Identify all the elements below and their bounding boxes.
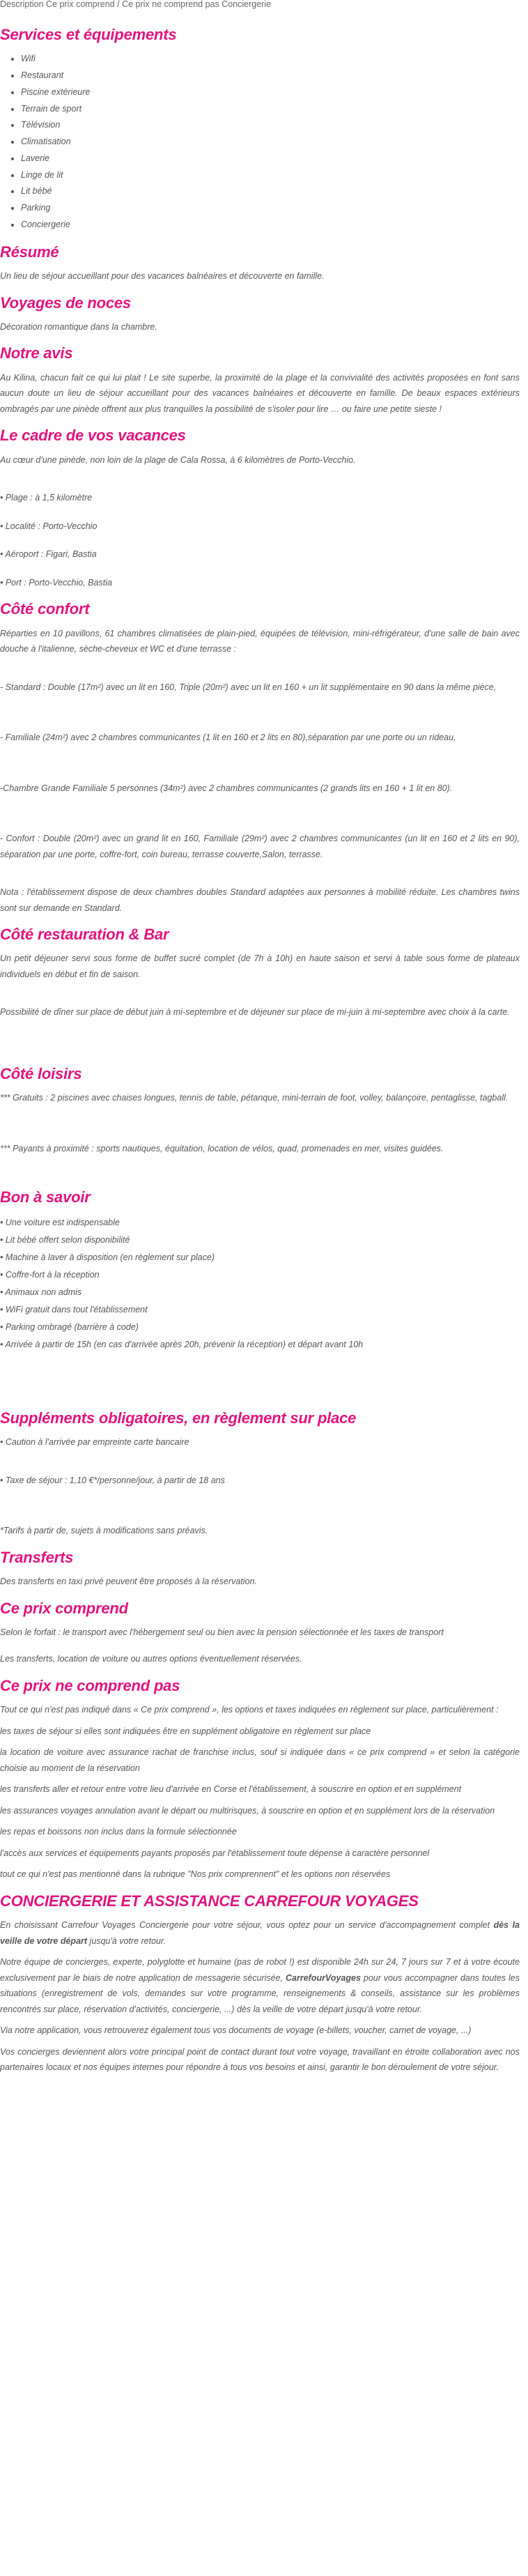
supplements-note: *Tarifs à partir de, sujets à modifications sans préavis. (0, 1526, 208, 1536)
savoir-title: Bon à savoir (0, 1188, 91, 1206)
cadre-item: • Aéroport : Figari, Bastia (0, 549, 97, 560)
loisirs-title: Côté loisirs (0, 1064, 82, 1082)
loisirs-payants: *** Payants à proximité : sports nautiques, équitation, location de vélos, quad, promenades en mer, visites guidées. (0, 1143, 444, 1153)
list-item: • Parking ombragé (barrière à code) (0, 1321, 139, 1332)
necomprend-item: tout ce qui n'est pas mentionné dans la rubrique "Nos prix comprennent" et les options non réservées (0, 1869, 391, 1880)
list-item: • Terrain de sport (21, 101, 520, 118)
resto-text-1: Un petit déjeuner servi sous forme de buffet sucré complet (de 7h à 10h) en haute saison et servi à table sous forme de plateaux individuels en début et fin de saison. (0, 953, 520, 979)
necomprend-item: la location de voiture avec assurance rachat de franchise inclus, souf si indiquée dans « ce prix comprend » et selon la catégorie choisie au moment de la réservation (0, 1747, 520, 1773)
avis-title: Notre avis (0, 344, 73, 362)
conciergerie-text-2: Notre équipe de concierges, experte, polyglotte et humaine (pas de robot !) est disponible 24h sur 24, 7 jours sur 7 et à votre écoute exclusivement par le biais de notre application de messagerie sécurisée, CarrefourVoyages pour vous accompagner dans toutes les situations (enregistrement de vols, demandes sur votre programme, renseignements & conseils, assistance sur les problèmes rencontrés sur place, réservation d'activités, conciergerie, ...) dès la veille de votre départ jusqu'à votre retour. (0, 1957, 520, 2014)
list-item: • Télévision (21, 117, 520, 134)
necomprend-item: les taxes de séjour si elles sont indiquées être en supplément obligatoire en règlement sur place (0, 1726, 371, 1736)
transferts-title: Transferts (0, 1548, 74, 1566)
list-item: • Wifi (21, 51, 520, 68)
list-item: • Restaurant (21, 68, 520, 84)
resume-title: Résumé (0, 243, 59, 261)
confort-nota: Nota : l'établissement dispose de deux chambres doubles Standard adaptées aux personnes à mobilité réduite. Les chambres twins sont sur demande en Standard. (0, 887, 520, 913)
supplements-taxe: • Taxe de séjour : 1,10 €*/personne/jour, à partir de 18 ans (0, 1475, 225, 1485)
necomprend-item: les repas et boissons non inclus dans la formule sélectionnée (0, 1827, 237, 1837)
confort-standard: - Standard : Double (17m²) avec un lit en 160, Triple (20m²) avec un lit en 160 + un lit supplémentaire en 90 dans la même pièce, (0, 682, 497, 692)
cadre-item: • Port : Porto-Vecchio, Bastia (0, 577, 112, 588)
cadre-item: • Localité : Porto-Vecchio (0, 521, 98, 531)
necomprend-item: Tout ce qui n'est pas indiqué dans « Ce prix comprend », les options et taxes indiquées en règlement sur place, particulièrement : (0, 1705, 499, 1715)
confort-familiale: - Familiale (24m²) avec 2 chambres communicantes (1 lit en 160 et 2 lits en 80),séparation par une porte ou un rideau, (0, 733, 456, 743)
necomprend-item: les assurances voyages annulation avant le départ ou multirisques, à souscrire en option et en supplément lors de la réservation (0, 1805, 495, 1816)
list-item: • Arrivée à partir de 15h (en cas d'arrivée après 20h, prévenir la réception) et départ avant 10h (0, 1339, 364, 1349)
supplements-title: Suppléments obligatoires, en règlement sur place (0, 1409, 357, 1427)
savoir-list (0, 1214, 520, 1354)
list-item: • Climatisation (21, 134, 520, 151)
resto-title: Côté restauration & Bar (0, 926, 169, 944)
conciergerie-text-3: Via notre application, vous retrouverez également tous vos documents de voyage (e-billets, voucher, carnet de voyage, ...) (0, 2025, 472, 2036)
list-item: • Machine à laver à disposition (en règlement sur place) (0, 1252, 215, 1262)
list-item: • Conciergerie (21, 217, 520, 233)
confort-confort: - Confort : Double (20m²) avec un grand lit en 160, Familiale (29m²) avec 2 chambres communicantes (un lit en 160 et 2 lits en 90), séparation par une porte, coffre-fort, coin bureau, terrasse couverte,Salon, terrasse. (0, 834, 520, 859)
services-list (0, 51, 520, 233)
list-item: • Une voiture est indispensable (0, 1217, 120, 1227)
cadre-title: Le cadre de vos vacances (0, 427, 186, 445)
resume-text: Un lieu de séjour accueillant pour des vacances balnéaires et découverte en famille. (0, 271, 325, 282)
list-item: • Linge de lit (21, 167, 520, 184)
list-item: • Lit bébé offert selon disponibilité (0, 1234, 130, 1245)
necomprend-item: l'accès aux services et équipements payants proposés par l'établissement toute dépense à caractère personnel (0, 1848, 430, 1858)
comprend-title: Ce prix comprend (0, 1599, 128, 1617)
conciergerie-title: CONCIERGERIE ET ASSISTANCE CARREFOUR VOYAGES (0, 1892, 419, 1910)
necomprend-item: les transferts aller et retour entre votre lieu d'arrivée en Corse et l'établissement, à souscrire en option et en supplément (0, 1784, 462, 1795)
loisirs-gratuits: *** Gratuits : 2 piscines avec chaises longues, tennis de table, pétanque, mini-terrain de foot, volley, balançoire, pentaglisse, tagball. (0, 1093, 508, 1103)
list-item: • Coffre-fort à la réception (0, 1269, 100, 1280)
list-item: • Laverie (21, 151, 520, 167)
avis-text: Au Kilina, chacun fait ce qui lui plait ! Le site superbe, la proximité de la plage et la convivialité des activités proposées en font sans aucun doute un lieu de séjour accueillant pour des vacances balnéaires et découverte en famille. De beaux espaces extérieurs ombragés par une pinède offrent aux plus tranquilles la possibilité de s'isoler pour lire … ou faire une petite sieste ! (0, 372, 520, 414)
cadre-text: Au cœur d'une pinède, non loin de la plage de Cala Rossa, à 6 kilomètres de Porto-Vecchio. (0, 454, 356, 465)
conciergerie-text-1: En choisissant Carrefour Voyages Conciergerie pour votre séjour, vous optez pour un service d'accompagnement complet dès la veille de votre départ jusqu'à votre retour. (0, 1920, 520, 1946)
cadre-item: • Plage : à 1,5 kilomètre (0, 493, 93, 503)
confort-intro: Réparties en 10 pavillons, 61 chambres climatisées de plain-pied, équipées de télévision, mini-réfrigérateur, d'une salle de bain avec douche à l'italienne, sèche-cheveux et WC et d'une terrasse : (0, 628, 520, 654)
list-item: • Parking (21, 200, 520, 217)
noces-title: Voyages de noces (0, 293, 131, 312)
list-item: • Lit bébé (21, 183, 520, 200)
noces-text: Décoration romantique dans la chambre. (0, 321, 157, 332)
list-item: • WiFi gratuit dans tout l'établissement (0, 1304, 148, 1314)
comprend-text-2: Les transferts, location de voiture ou autres options éventuellement réservées. (0, 1654, 302, 1664)
necomprend-title: Ce prix ne comprend pas (0, 1676, 180, 1694)
confort-title: Côté confort (0, 600, 90, 618)
transferts-text: Des transferts en taxi privé peuvent être proposés à la réservation. (0, 1577, 257, 1587)
list-item: • Animaux non admis (0, 1287, 82, 1297)
list-item: • Piscine extérieure (21, 84, 520, 101)
services-title: Services et équipements (0, 26, 177, 43)
conciergerie-text-4: Vos concierges deviennent alors votre principal point de contact durant tout votre voyage, travaillant en étroite collaboration avec nos partenaires locaux et nos équipes internes pour répondre à tous vos besoins et ainsi, garantir le bon déroulement de votre séjour. (0, 2046, 520, 2073)
tab-links[interactable]: Description Ce prix comprend / Ce prix ne comprend pas Conciergerie (0, 0, 272, 9)
resto-text-2: Possibilité de dîner sur place de début juin à mi-septembre et de déjeuner sur place de mi-juin à mi-septembre avec choix à la carte. (0, 1007, 510, 1018)
supplements-caution: • Caution à l'arrivée par empreinte carte bancaire (0, 1437, 189, 1448)
confort-grande-familiale: -Chambre Grande Familiale 5 personnes (34m²) avec 2 chambres communicantes (2 grands lits en 160 + 1 lit en 80). (0, 783, 453, 793)
comprend-text-1: Selon le forfait : le transport avec l'hébergement seul ou bien avec la pension sélectionnée et les taxes de transport (0, 1627, 444, 1637)
